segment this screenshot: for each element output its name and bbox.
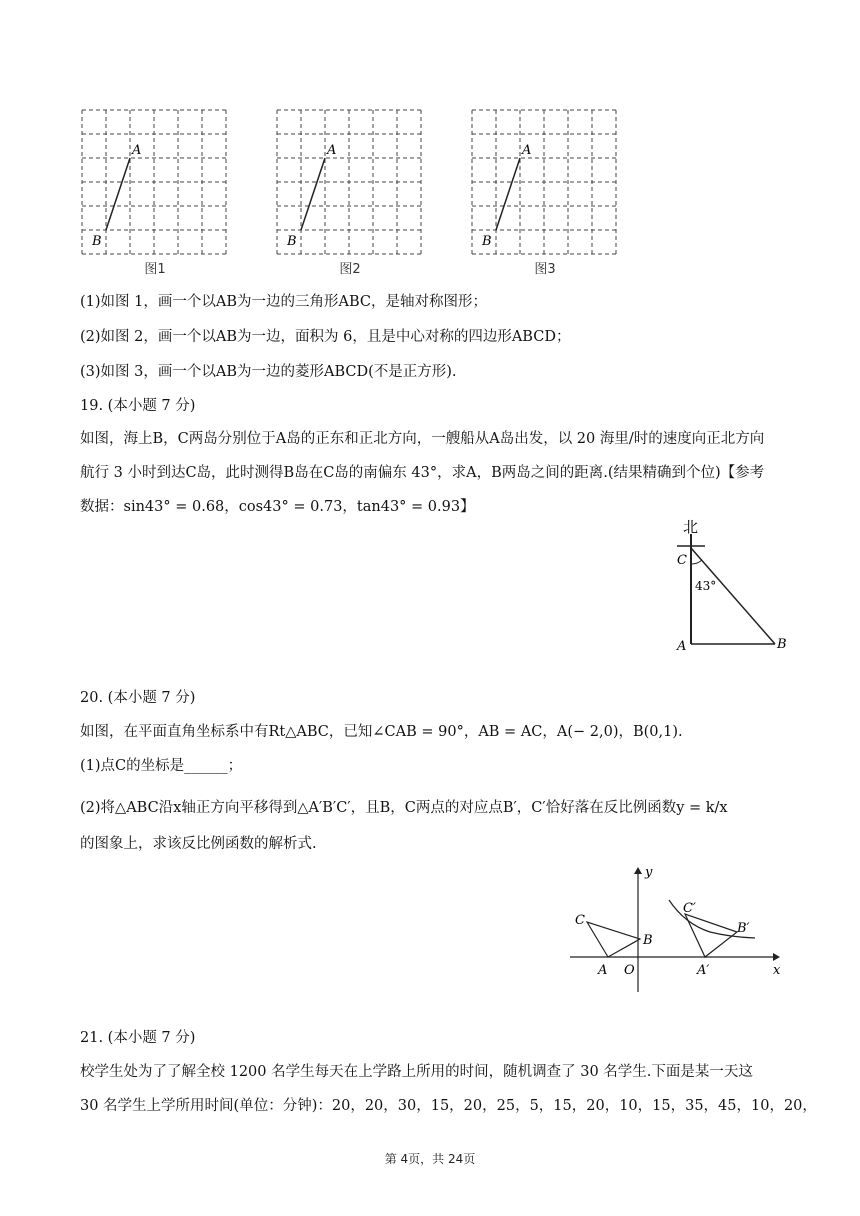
label-x: x (773, 963, 781, 978)
q19-figure (665, 516, 795, 656)
label-a: A (677, 639, 687, 654)
label-a: A (598, 963, 608, 978)
q21-line2: 30 名学生上学所用时间(单位：分钟)：20，20，30，15，20，25，5，15，20，10，15，35，45，10，20， (80, 1098, 817, 1114)
q19-line2: 航行 3 小时到达C岛，此时测得B岛在C岛的南偏东 43°，求A，B两岛之间的距离.(结果精确到个位)【参考 (80, 465, 765, 481)
grid-figure-3 (470, 108, 620, 278)
label-o: O (624, 963, 635, 978)
q19-line3: 数据：sin43° = 0.68，cos43° = 0.73，tan43° = 0.93】 (80, 499, 475, 515)
label-b: B (777, 637, 787, 652)
figure-caption: 图1 (144, 262, 166, 277)
grid-figures (80, 108, 640, 280)
grid-figure-3-svg (470, 108, 620, 258)
q18-part3: (3)如图 3，画一个以AB为一边的菱形ABCD(不是正方形). (80, 364, 457, 380)
grid-figure-1 (80, 108, 230, 278)
q19-line1: 如图，海上B，C两岛分别位于A岛的正东和正北方向，一艘船从A岛出发，以 20 海里/时的速度向正北方向 (80, 431, 765, 447)
label-a: A (132, 143, 142, 158)
q18-part2: (2)如图 2，画一个以AB为一边，面积为 6，且是中心对称的四边形ABCD； (80, 329, 571, 345)
segment-ab (301, 158, 325, 230)
label-c: C (677, 553, 687, 568)
x-axis-arrow (773, 953, 780, 961)
label-a: A (522, 143, 532, 158)
segment-ab (106, 158, 130, 230)
grid-figure-1-svg (80, 108, 230, 258)
q20-figure (565, 862, 785, 997)
q20-line3: (2)将△ABC沿x轴正方向平移得到△A′B′C′，且B，C两点的对应点B′，C′恰好落在反比例函数y = k/x (80, 800, 728, 816)
segment-cb (691, 548, 775, 644)
label-c-prime: C′ (683, 901, 696, 916)
q20-header: 20. (本小题 7 分) (80, 690, 196, 706)
q20-line4: 的图象上，求该反比例函数的解析式. (80, 836, 317, 852)
figure-caption: 图3 (534, 262, 556, 277)
q19-header: 19. (本小题 7 分) (80, 398, 196, 414)
q21-line1: 校学生处为了了解全校 1200 名学生每天在上学路上所用的时间，随机调查了 30 名学生.下面是某一天这 (80, 1064, 753, 1080)
angle-label: 43° (695, 579, 717, 593)
label-a-prime: A′ (697, 963, 710, 978)
q18-part1: (1)如图 1，画一个以AB为一边的三角形ABC，是轴对称图形； (80, 294, 487, 310)
y-axis-arrow (634, 867, 642, 874)
label-b: B (92, 234, 102, 249)
label-a: A (327, 143, 337, 158)
segment-ab (496, 158, 520, 230)
q20-line1: 如图，在平面直角坐标系中有Rt△ABC，已知∠CAB = 90°，AB = AC，A(− 2,0)，B(0,1). (80, 724, 683, 740)
label-c: C (575, 913, 585, 928)
q20-line2: (1)点C的坐标是______； (80, 758, 243, 774)
north-label: 北 (683, 518, 699, 536)
label-b: B (643, 933, 653, 948)
triangle-abc (587, 922, 640, 957)
figure-caption: 图2 (339, 262, 361, 277)
page-footer: 第 4页，共 24页 (384, 1152, 476, 1166)
q21-header: 21. (本小题 7 分) (80, 1030, 196, 1046)
angle-arc (691, 560, 702, 564)
label-b-prime: B′ (737, 921, 750, 936)
label-b: B (287, 234, 297, 249)
grid-figure-2 (275, 108, 425, 278)
grid-figure-2-svg (275, 108, 425, 258)
label-b: B (482, 234, 492, 249)
label-y: y (645, 865, 653, 880)
